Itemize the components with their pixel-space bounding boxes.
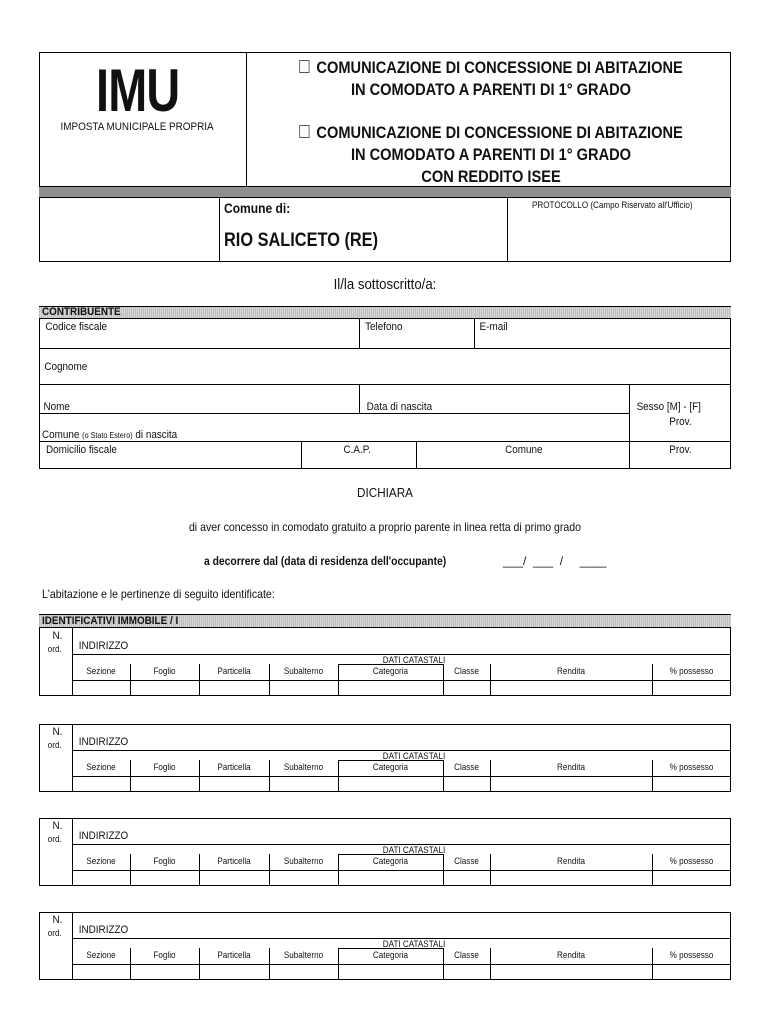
option-2[interactable]: COMUNICAZIONE DI CONCESSIONE DI ABITAZIONE IN COMODATO A PARENTI DI 1° GRADO CON REDDITO ISEE (256, 122, 726, 188)
immobile-col-divider (652, 664, 653, 696)
sesso-field[interactable]: Sesso [M] - [F] (636, 401, 701, 413)
col-0-field[interactable]: Sezione (86, 666, 116, 676)
col-7-field[interactable]: % possesso (669, 950, 714, 960)
domicilio-field[interactable]: Domicilio fiscale (45, 444, 117, 456)
immobile-col-divider (130, 760, 131, 792)
col-line-comune (416, 441, 417, 469)
imu-subtitle: IMPOSTA MUNICIPALE PROPRIA (60, 121, 214, 133)
dati-catastali-label: DATI CATASTALI (382, 939, 446, 949)
immobile-nord-divider (72, 818, 73, 886)
email-field[interactable]: E-mail (479, 321, 508, 333)
contribuente-box (39, 319, 731, 469)
comune-value: RIO SALICETO (RE) (224, 230, 379, 251)
immobile-nord-divider (72, 724, 73, 792)
contribuente-title: CONTRIBUENTE (42, 306, 121, 318)
indirizzo-field[interactable]: INDIRIZZO (78, 736, 129, 748)
immobile-header-line (72, 680, 731, 681)
col-1-field[interactable]: Foglio (153, 856, 176, 866)
n-label: N. (52, 820, 63, 832)
concesso-text: di aver concesso in comodato gratuito a proprio parente in linea retta di primo grado (188, 520, 582, 534)
immobile-col-divider (338, 664, 339, 696)
checkbox-option-1[interactable] (299, 60, 309, 73)
decorrere-text: a decorrere dal (data di residenza dell'occupante) (204, 554, 447, 568)
option-1[interactable]: COMUNICAZIONE DI CONCESSIONE DI ABITAZIONE IN COMODATO A PARENTI DI 1° GRADO (256, 57, 726, 101)
immobile-col-divider (338, 854, 339, 886)
col-7-field[interactable]: % possesso (669, 762, 714, 772)
immobile-col-divider (199, 854, 200, 886)
stato-estero-label: (o Stato Estero) (82, 431, 133, 440)
col-3-field[interactable]: Subalterno (283, 762, 324, 772)
immobile-col-divider (490, 854, 491, 886)
col-line-telefono (359, 319, 360, 348)
dichiara-heading: DICHIARA (357, 485, 413, 500)
immobile-col-divider (269, 948, 270, 980)
immobile-header-line (72, 964, 731, 965)
col-3-field[interactable]: Subalterno (283, 666, 324, 676)
col-4-field[interactable]: Categoria (372, 666, 409, 676)
dati-catastali-label: DATI CATASTALI (382, 751, 446, 761)
row-line-3 (39, 413, 629, 414)
col-4-field[interactable]: Categoria (372, 856, 409, 866)
immobile-col-divider (130, 854, 131, 886)
n-label: N. (52, 726, 63, 738)
n-label: N. (52, 630, 63, 642)
immobile-col-divider (490, 760, 491, 792)
col-line-cap (301, 441, 302, 469)
immobile-col-divider (130, 664, 131, 696)
immobile-col-divider (443, 664, 444, 696)
comune-right-divider (507, 198, 508, 262)
col-6-field[interactable]: Rendita (557, 666, 585, 676)
immobile-col-divider (490, 664, 491, 696)
decorrere-date-field[interactable]: ___/ ___ / ____ (503, 554, 607, 568)
immobile-col-divider (130, 948, 131, 980)
checkbox-option-2[interactable] (299, 125, 309, 138)
row-line-1 (39, 348, 731, 349)
sottoscritto-heading: Il/la sottoscritto/a: (333, 276, 437, 293)
immobile-col-divider (269, 760, 270, 792)
immobile-col-divider (338, 948, 339, 980)
col-6-field[interactable]: Rendita (557, 762, 585, 772)
col-7-field[interactable]: % possesso (669, 856, 714, 866)
col-1-field[interactable]: Foglio (153, 950, 176, 960)
col-3-field[interactable]: Subalterno (283, 950, 324, 960)
immobile-col-divider (269, 664, 270, 696)
indirizzo-field[interactable]: INDIRIZZO (78, 924, 129, 936)
immobile-col-divider (199, 664, 200, 696)
header-grey-bar (39, 186, 731, 198)
col-5-field[interactable]: Classe (454, 856, 479, 866)
row-line-2 (39, 384, 731, 385)
col-1-field[interactable]: Foglio (153, 666, 176, 676)
immobile-col-divider (443, 760, 444, 792)
col-line-datanascita (359, 384, 360, 413)
col-5-field[interactable]: Classe (454, 666, 479, 676)
col-4-field[interactable]: Categoria (372, 762, 409, 772)
row-line-4 (39, 441, 731, 442)
immobile-col-divider (269, 854, 270, 886)
col-line-email (474, 319, 475, 348)
col-1-field[interactable]: Foglio (153, 762, 176, 772)
col-line-sesso (629, 384, 630, 441)
abitazione-text: L'abitazione e le pertinenze di seguito identificate: (42, 587, 275, 601)
col-0-field[interactable]: Sezione (86, 950, 116, 960)
immobile-nord-divider (72, 912, 73, 980)
comune-field[interactable]: Comune (505, 444, 543, 456)
imu-logo: IMU (96, 57, 180, 124)
nome-field[interactable]: Nome (43, 401, 70, 413)
immobile-header-line (72, 870, 731, 871)
col-2-field[interactable]: Particella (217, 856, 251, 866)
dati-catastali-label: DATI CATASTALI (382, 655, 446, 665)
col-2-field[interactable]: Particella (217, 666, 251, 676)
ord-label: ord. (47, 644, 62, 654)
immobile-col-divider (652, 760, 653, 792)
col-0-field[interactable]: Sezione (86, 856, 116, 866)
comune-left-divider (219, 198, 220, 262)
immobile-col-divider (199, 760, 200, 792)
indirizzo-field[interactable]: INDIRIZZO (78, 830, 129, 842)
immobile-nord-divider (72, 628, 73, 696)
col-6-field[interactable]: Rendita (557, 856, 585, 866)
header-divider (246, 52, 247, 186)
col-4-field[interactable]: Categoria (372, 950, 409, 960)
ord-label: ord. (47, 834, 62, 844)
codice-fiscale-field[interactable]: Codice fiscale (45, 321, 108, 333)
col-5-field[interactable]: Classe (454, 762, 479, 772)
immobili-title: IDENTIFICATIVI IMMOBILE / I (42, 615, 179, 627)
prov-nascita-field[interactable]: Prov. (669, 416, 692, 428)
di-nascita-label: di nascita (135, 429, 178, 441)
telefono-field[interactable]: Telefono (365, 321, 403, 333)
col-2-field[interactable]: Particella (217, 762, 251, 772)
immobile-header-line (72, 776, 731, 777)
ord-label: ord. (47, 928, 62, 938)
immobile-col-divider (199, 948, 200, 980)
col-6-field[interactable]: Rendita (557, 950, 585, 960)
indirizzo-field[interactable]: INDIRIZZO (78, 640, 129, 652)
immobile-col-divider (443, 854, 444, 886)
dati-catastali-label: DATI CATASTALI (382, 845, 446, 855)
contribuente-bar (39, 306, 731, 319)
col-2-field[interactable]: Particella (217, 950, 251, 960)
immobile-col-divider (652, 854, 653, 886)
cognome-field[interactable]: Cognome (44, 361, 88, 373)
n-label: N. (52, 914, 63, 926)
col-0-field[interactable]: Sezione (86, 762, 116, 772)
comune-nascita-field[interactable] (42, 429, 177, 441)
comune-nascita-label: Comune (42, 429, 80, 441)
protocollo-label: PROTOCOLLO (Campo Riservato all'Ufficio) (532, 200, 693, 210)
col-7-field[interactable]: % possesso (669, 666, 714, 676)
prov-field[interactable]: Prov. (669, 444, 692, 456)
comune-label: Comune di: (224, 200, 291, 216)
immobile-col-divider (490, 948, 491, 980)
ord-label: ord. (47, 740, 62, 750)
col-5-field[interactable]: Classe (454, 950, 479, 960)
immobile-col-divider (443, 948, 444, 980)
col-line-prov (629, 441, 630, 469)
immobile-col-divider (652, 948, 653, 980)
cap-field[interactable]: C.A.P. (343, 444, 371, 456)
data-nascita-field[interactable]: Data di nascita (366, 401, 433, 413)
col-3-field[interactable]: Subalterno (283, 856, 324, 866)
immobile-col-divider (338, 760, 339, 792)
